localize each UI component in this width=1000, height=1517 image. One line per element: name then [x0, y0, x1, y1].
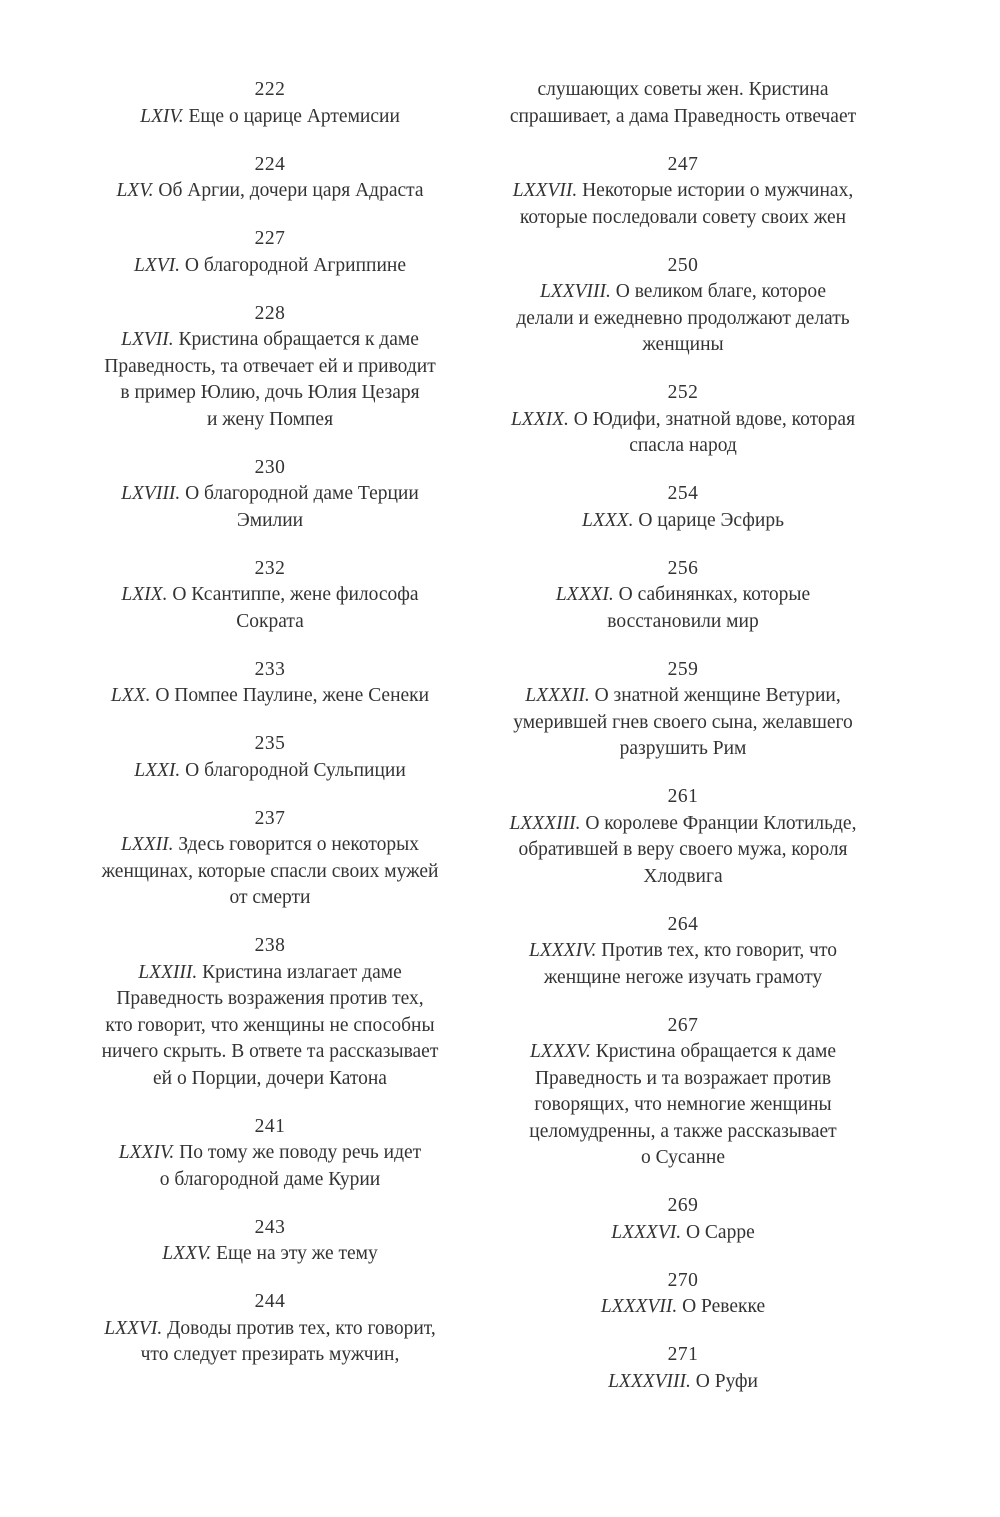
- toc-entry: [483, 1268, 883, 1321]
- toc-entry: [483, 380, 883, 460]
- toc-page-number: 228: [254, 302, 286, 324]
- toc-title-text: Еще на эту же тему: [216, 1243, 378, 1264]
- toc-title-text: О великом благе, которое: [615, 281, 827, 302]
- toc-page-number: 233: [254, 658, 286, 680]
- toc-title-line: [483, 683, 883, 710]
- toc-title-text: О Ксантиппе, жене философа: [172, 584, 419, 605]
- toc-title-text: О благородной даме Терции: [185, 483, 419, 504]
- toc-title-line: [483, 1039, 883, 1066]
- toc-title-line: [483, 811, 883, 838]
- toc-chapter-numeral: LXXXI.: [555, 584, 614, 605]
- toc-chapter-numeral: LXXII.: [120, 834, 174, 855]
- toc-title-line: [70, 960, 470, 987]
- toc-title-line: [483, 1294, 883, 1321]
- toc-chapter-numeral: LXXIV.: [118, 1142, 175, 1163]
- toc-title-line: [483, 1220, 883, 1247]
- toc-title-line: [483, 279, 883, 306]
- toc-chapter-numeral: LXIV.: [140, 105, 184, 127]
- toc-chapter-numeral: LXXIX.: [510, 408, 569, 430]
- toc-entry-continuation: [483, 77, 883, 130]
- toc-entry: [70, 806, 470, 912]
- toc-chapter-numeral: LXXVI.: [104, 1317, 163, 1339]
- toc-page-number: 256: [667, 557, 699, 579]
- toc-title-text: О Ревекке: [682, 1296, 766, 1317]
- toc-page-number: 222: [254, 79, 286, 100]
- toc-entry: [483, 912, 883, 992]
- toc-page-number: 224: [254, 153, 286, 175]
- toc-title-text: О благородной Сульпиции: [185, 759, 406, 781]
- toc-entry: [483, 657, 883, 763]
- toc-title-line: умерившей гнев своего сына, желавшего: [513, 711, 853, 733]
- toc-entry: [70, 226, 470, 279]
- toc-title-text: Кристина обращается к даме: [178, 329, 419, 350]
- toc-title-text: Против тех, кто говорит, что: [601, 940, 838, 961]
- toc-title-line: спасла народ: [629, 435, 737, 456]
- toc-title-line: женщинах, которые спасли своих мужей: [101, 860, 439, 882]
- toc-title-text: О знатной женщине Ветурии,: [594, 685, 841, 706]
- toc-title-text: О Помпее Паулине, жене Сенеки: [155, 685, 430, 706]
- toc-entry: [70, 657, 470, 710]
- toc-chapter-numeral: LXXXV.: [529, 1041, 591, 1062]
- toc-title-line: Эмилии: [236, 509, 304, 531]
- toc-entry: [483, 152, 883, 232]
- toc-title-line: [70, 178, 470, 205]
- toc-page-number: 250: [667, 254, 699, 276]
- toc-entry: [70, 731, 470, 784]
- toc-title-line: [483, 508, 883, 535]
- toc-chapter-numeral: LXXVIII.: [539, 281, 611, 302]
- toc-entry: [483, 1342, 883, 1395]
- toc-page-number: 238: [254, 935, 286, 956]
- toc-title-line: кто говорит, что женщины не способны: [105, 1014, 435, 1036]
- toc-entry: [483, 253, 883, 359]
- toc-entry: [483, 1193, 883, 1246]
- toc-entry: [70, 556, 470, 636]
- toc-chapter-numeral: LXXXIV.: [528, 940, 597, 961]
- toc-title-line: обратившей в веру своего мужа, короля: [518, 839, 848, 860]
- toc-page-number: 237: [254, 807, 286, 829]
- toc-title-line: целомудренны, а также рассказывает: [529, 1120, 837, 1142]
- toc-title-text: Кристина обращается к даме: [595, 1041, 837, 1062]
- toc-title-line: разрушить Рим: [619, 738, 747, 759]
- toc-page-number: 267: [667, 1014, 699, 1036]
- toc-chapter-numeral: LXXXVII.: [600, 1296, 678, 1317]
- toc-title-text: О царице Эсфирь: [638, 509, 785, 531]
- toc-title-line: [70, 327, 470, 354]
- toc-page-number: 264: [667, 913, 699, 935]
- toc-chapter-numeral: LXVII.: [121, 329, 174, 350]
- toc-title-line: женщины: [642, 334, 724, 355]
- toc-title-line: спрашивает, а дама Праведность отвечает: [509, 105, 857, 127]
- toc-title-line: [70, 758, 470, 785]
- toc-title-text: О королеве Франции Клотильде,: [585, 812, 857, 834]
- toc-page-number: 244: [254, 1291, 286, 1312]
- toc-title-line: Праведность и та возражает против: [534, 1067, 832, 1089]
- toc-chapter-numeral: LXXIII.: [138, 961, 198, 983]
- toc-page-number: 261: [667, 786, 699, 807]
- toc-title-text: О благородной Агриппине: [184, 254, 406, 276]
- toc-chapter-numeral: LXVIII.: [121, 483, 181, 504]
- toc-entry: [70, 1215, 470, 1268]
- toc-page-number: 247: [667, 153, 699, 175]
- toc-entry: [483, 556, 883, 636]
- toc-title-line: Праведность, та отвечает ей и приводит: [104, 355, 436, 377]
- toc-page-number: 269: [667, 1195, 699, 1216]
- toc-page-number: 252: [667, 382, 699, 403]
- toc-title-line: женщине негоже изучать грамоту: [543, 966, 823, 988]
- toc-title-line: [70, 1140, 470, 1167]
- toc-title-text: О сабинянках, которые: [618, 584, 811, 605]
- toc-title-line: [70, 1316, 470, 1343]
- toc-title-line: [70, 832, 470, 859]
- toc-entry: [483, 481, 883, 534]
- toc-title-line: которые последовали совету своих жен: [519, 206, 847, 228]
- toc-title-line: в пример Юлию, дочь Юлия Цезаря: [120, 382, 420, 403]
- toc-page-number: 270: [667, 1269, 699, 1291]
- toc-title-line: и жену Помпея: [206, 408, 334, 430]
- toc-page-number: 254: [667, 483, 699, 504]
- toc-chapter-numeral: LXXXII.: [525, 685, 590, 706]
- toc-page-number: 227: [254, 228, 286, 249]
- toc-chapter-numeral: LXXXVIII.: [608, 1370, 691, 1392]
- toc-title-line: Хлодвига: [643, 865, 723, 887]
- toc-title-text: Доводы против тех, кто говорит,: [167, 1317, 436, 1339]
- toc-title-text: Еще о царице Артемисии: [188, 105, 400, 127]
- toc-chapter-numeral: LXX.: [110, 685, 151, 706]
- toc-entry: [483, 784, 883, 890]
- toc-chapter-numeral: LXV.: [116, 180, 154, 201]
- toc-title-line: [483, 938, 883, 965]
- toc-left-column: [70, 77, 470, 1390]
- toc-chapter-numeral: LXXXIII.: [509, 812, 581, 834]
- toc-title-text: О Руфи: [695, 1370, 758, 1392]
- toc-title-line: [70, 253, 470, 280]
- toc-title-line: восстановили мир: [607, 610, 759, 632]
- toc-chapter-numeral: LXXI.: [134, 759, 181, 781]
- toc-title-line: [483, 407, 883, 434]
- toc-title-line: слушающих советы жен. Кристина: [537, 79, 829, 100]
- toc-title-text: Об Аргии, дочери царя Адраста: [158, 180, 424, 201]
- toc-entry: [70, 1289, 470, 1369]
- toc-chapter-numeral: LXXX.: [581, 509, 634, 531]
- toc-page-number: 235: [254, 733, 286, 754]
- toc-title-line: о Сусанне: [641, 1147, 725, 1168]
- toc-title-line: [483, 178, 883, 205]
- toc-title-line: делали и ежедневно продолжают делать: [516, 307, 850, 329]
- toc-entry: [70, 933, 470, 1092]
- toc-title-line: [70, 683, 470, 710]
- toc-title-line: Праведность возражения против тех,: [116, 988, 424, 1009]
- toc-page-number: 271: [667, 1344, 699, 1365]
- toc-chapter-numeral: LXIX.: [121, 584, 168, 605]
- toc-title-line: говорящих, что немногие женщины: [534, 1094, 832, 1115]
- toc-title-line: о благородной даме Курии: [159, 1168, 381, 1190]
- toc-title-text: О Юдифи, знатной вдове, которая: [573, 408, 856, 430]
- toc-title-text: Некоторые истории о мужчинах,: [582, 180, 854, 201]
- toc-page-number: 230: [254, 456, 286, 478]
- toc-title-text: Здесь говорится о некоторых: [178, 834, 419, 855]
- toc-title-line: [70, 1241, 470, 1268]
- toc-right-column: [483, 77, 883, 1417]
- toc-title-line: ей о Порции, дочери Катона: [153, 1067, 387, 1089]
- toc-title-line: Сократа: [236, 610, 304, 632]
- toc-title-line: [483, 582, 883, 609]
- toc-chapter-numeral: LXVI.: [134, 254, 181, 276]
- toc-entry: [70, 455, 470, 535]
- toc-chapter-numeral: LXXV.: [162, 1243, 212, 1264]
- toc-title-line: от смерти: [229, 887, 311, 908]
- toc-title-line: [70, 481, 470, 508]
- toc-title-line: [70, 104, 470, 131]
- toc-entry: [483, 1013, 883, 1172]
- toc-entry: [70, 152, 470, 205]
- toc-title-line: что следует презирать мужчин,: [140, 1344, 400, 1365]
- toc-page-number: 243: [254, 1216, 286, 1238]
- toc-chapter-numeral: LXXXVI.: [611, 1221, 682, 1243]
- toc-title-text: О Сарре: [685, 1221, 755, 1243]
- toc-title-line: [70, 582, 470, 609]
- toc-chapter-numeral: LXXVII.: [512, 180, 578, 201]
- toc-entry: [70, 1114, 470, 1194]
- toc-title-text: По тому же поводу речь идет: [179, 1142, 422, 1163]
- toc-title-line: ничего скрыть. В ответе та рассказывает: [101, 1041, 439, 1062]
- toc-entry: [70, 301, 470, 434]
- toc-title-line: [483, 1369, 883, 1396]
- toc-title-text: Кристина излагает даме: [202, 961, 402, 983]
- toc-page-number: 259: [667, 658, 699, 680]
- toc-page-number: 232: [254, 557, 286, 579]
- toc-entry: [70, 77, 470, 130]
- toc-page-number: 241: [254, 1115, 286, 1137]
